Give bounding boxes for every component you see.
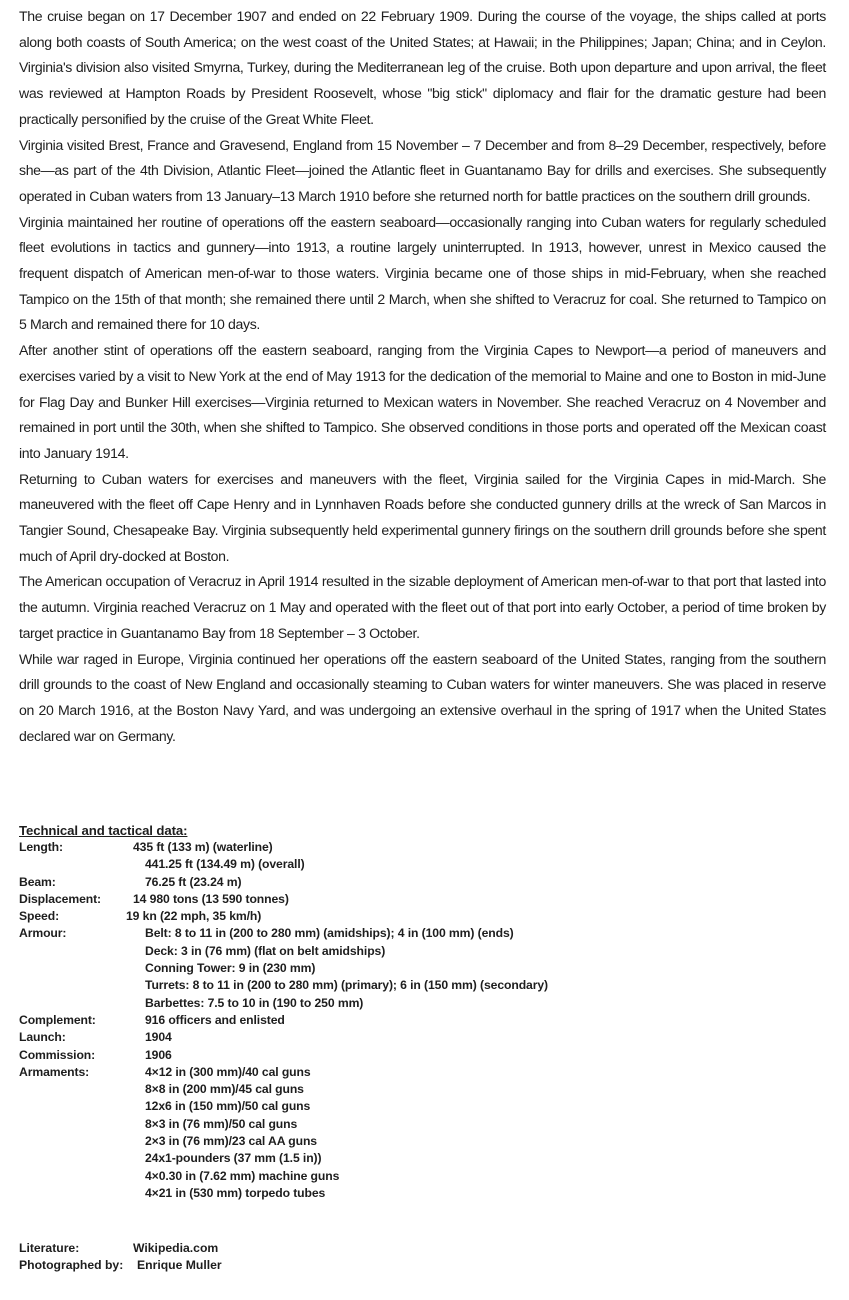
technical-data-row <box>19 1098 548 1115</box>
spec-value: Barbettes: 7.5 to 10 in (190 to 250 mm) <box>145 995 364 1010</box>
paragraph-war-in-europe: While war raged in Europe, Virginia continued her operations off the eastern seaboard of the United States, ranging from the southern drill grounds to the coast of New England and occasionally steaming to Cuban waters for winter maneuvers. She was placed in reserve on 20 March 1916, at the Boston Navy Yard, and was undergoing an extensive overhaul in the spring of 1917 when the United States declared war on Germany. <box>19 650 826 744</box>
technical-data-row <box>19 943 548 960</box>
spec-value: 14 980 tons (13 590 tonnes) <box>133 891 289 906</box>
spec-value: 24x1-pounders (37 mm (1.5 in)) <box>145 1151 322 1166</box>
spec-value: 4×0.30 in (7.62 mm) machine guns <box>145 1168 340 1183</box>
technical-data-row: Speed: 19 kn (22 mph, 35 km/h) <box>19 908 548 925</box>
technical-data-row <box>19 1168 548 1185</box>
technical-data-row: Armour: Belt: 8 to 11 in (200 to 280 mm) (amidships); 4 in (100 mm) (ends) <box>19 925 548 942</box>
technical-data-row <box>19 1081 548 1098</box>
literature-value: Wikipedia.com <box>133 1241 219 1255</box>
technical-data-table <box>19 839 548 1202</box>
technical-data-row: Armaments: 4×12 in (300 mm)/40 cal guns <box>19 1064 548 1081</box>
spec-value: 2×3 in (76 mm)/23 cal AA guns <box>145 1134 317 1149</box>
spec-value: Belt: 8 to 11 in (200 to 280 mm) (amidships); 4 in (100 mm) (ends) <box>145 926 514 941</box>
paragraph-great-white-fleet: The cruise began on 17 December 1907 and ended on 22 February 1909. During the course of the voyage, the ships called at ports along both coasts of South America; on the west coast of the United States; at Hawaii; in the Philippines; Japan; China; and in Ceylon. Virginia's division also visited Smyrna, Turkey, during the Mediterranean leg of the cruise. Both upon departure and upon arrival, the fleet was reviewed at Hampton Roads by President Roosevelt, whose "big stick" diplomacy and flair for the dramatic gesture had been practically personified by the cruise of the Great White Fleet. <box>19 8 826 127</box>
spec-value: 435 ft (133 m) (waterline) <box>133 840 273 854</box>
spec-value: 4×21 in (530 mm) torpedo tubes <box>145 1185 326 1200</box>
spec-value: 76.25 ft (23.24 m) <box>145 874 242 889</box>
technical-data-row: Beam: 76.25 ft (23.24 m) <box>19 874 548 891</box>
history-text <box>19 4 826 749</box>
spec-value: 916 officers and enlisted <box>145 1012 285 1027</box>
technical-data-row <box>19 977 548 994</box>
technical-data-row <box>19 1116 548 1133</box>
credits-photographer-row: Photographed by: Enrique Muller <box>19 1257 222 1274</box>
paragraph-mexican-waters: After another stint of operations off the eastern seaboard, ranging from the Virginia Capes to Newport—a period of maneuvers and exercises varied by a visit to New York at the end of May 1913 for the dedication of the memorial to Maine and one to Boston in mid-June for Flag Day and Bunker Hill exercises—Virginia returned to Mexican waters in November. She reached Veracruz on 4 November and remained in port until the 30th, when she shifted to Tampico. She observed conditions in those ports and operated off the Mexican coast into January 1914. <box>19 342 826 461</box>
spec-value: 441.25 ft (134.49 m) (overall) <box>145 857 305 872</box>
technical-data-row: Complement: 916 officers and enlisted <box>19 1012 548 1029</box>
paragraph-routine-1913: Virginia maintained her routine of operations off the eastern seaboard—occasionally ranging into Cuban waters for regularly scheduled fleet evolutions in tactics and gunnery—into 1913, a routine largely uninterrupted. In 1913, however, unrest in Mexico caused the frequent dispatch of American men-of-war to those waters. Virginia became one of those ships in mid-February, when she reached Tampico on the 15th of that month; she remained there until 2 March, when she shifted to Veracruz for coal. She returned to Tampico on 5 March and remained there for 10 days. <box>19 213 826 333</box>
technical-data-row: Launch: 1904 <box>19 1029 548 1046</box>
technical-data-row: Displacement: 14 980 tons (13 590 tonnes) <box>19 891 548 908</box>
spec-value: 8×8 in (200 mm)/45 cal guns <box>145 1082 304 1097</box>
photographer-value: Enrique Muller <box>137 1258 222 1273</box>
technical-data-row: Commission: 1906 <box>19 1047 548 1064</box>
spec-value: Turrets: 8 to 11 in (200 to 280 mm) (primary); 6 in (150 mm) (secondary) <box>145 978 549 993</box>
technical-data-section <box>19 822 548 1202</box>
spec-value: Deck: 3 in (76 mm) (flat on belt amidships) <box>145 943 386 958</box>
paragraph-brest-gravesend: Virginia visited Brest, France and Gravesend, England from 15 November – 7 December and from 8–29 December, respectively, before she—as part of the 4th Division, Atlantic Fleet—joined the Atlantic fleet in Guantanamo Bay for drills and exercises. She subsequently operated in Cuban waters from 13 January–13 March 1910 before she returned north for battle practices on the southern drill grounds. <box>19 136 826 204</box>
spec-value: 12x6 in (150 mm)/50 cal guns <box>145 1099 311 1114</box>
technical-data-row <box>19 1133 548 1150</box>
technical-data-row <box>19 1185 548 1202</box>
spec-value: Conning Tower: 9 in (230 mm) <box>145 961 316 976</box>
credits-section <box>19 1240 222 1275</box>
spec-value: 1906 <box>145 1047 172 1062</box>
technical-data-heading: Technical and tactical data: <box>19 823 188 838</box>
credits-literature-row: Literature: Wikipedia.com <box>19 1240 222 1257</box>
technical-data-row: Length: 435 ft (133 m) (waterline) <box>19 839 548 856</box>
paragraph-virginia-capes: Returning to Cuban waters for exercises and maneuvers with the fleet, Virginia sailed for the Virginia Capes in mid-March. She maneuvered with the fleet off Cape Henry and in Lynnhaven Roads before she conducted gunnery drills at the wreck of San Marcos in Tangier Sound, Chesapeake Bay. Virginia subsequently held experimental gunnery firings on the southern drill grounds before she spent much of April dry-docked at Boston. <box>19 470 826 564</box>
technical-data-row <box>19 1150 548 1167</box>
paragraph-veracruz-occupation: The American occupation of Veracruz in April 1914 resulted in the sizable deployment of American men-of-war to that port that lasted into the autumn. Virginia reached Veracruz on 1 May and operated with the fleet out of that port into early October, a period of time broken by target practice in Guantanamo Bay from 18 September – 3 October. <box>19 573 826 641</box>
spec-value: 1904 <box>145 1030 172 1045</box>
spec-value: 19 kn (22 mph, 35 km/h) <box>126 909 262 924</box>
spec-value: 4×12 in (300 mm)/40 cal guns <box>145 1064 311 1079</box>
technical-data-row <box>19 995 548 1012</box>
technical-data-row <box>19 960 548 977</box>
technical-data-row <box>19 856 548 873</box>
spec-value: 8×3 in (76 mm)/50 cal guns <box>145 1116 298 1131</box>
